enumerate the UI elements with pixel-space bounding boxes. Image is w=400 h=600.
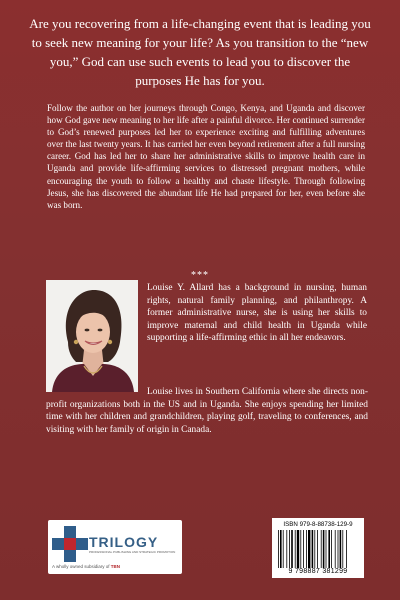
publisher-name: TRILOGY: [89, 534, 159, 550]
book-description: Follow the author on her journeys through Congo, Kenya, and Uganda and discover how God gave new meaning to her life after a painful divorce. Her continued surrender to God’s renewed purposes led her to experience exciting and fulfilling adventures over the last twenty years. It has carried her even beyond retirement after a full nursing career. God has led her to share her administrative skills to improve health care in Uganda and provide life-affirming services to distressed pregnant mothers, while encouraging the youth to follow a healthy and chaste lifestyle. Through following Jesus, she has discovered the abundant life He had prepared for her, even before she was born.: [47, 103, 365, 210]
publisher-subsidiary: [52, 564, 180, 569]
trilogy-cross-icon: [52, 526, 88, 564]
publisher-logo: [48, 520, 182, 574]
publisher-tagline: PROFESSIONAL PUBLISHING AND STRATEGIC PROMOTION: [89, 550, 176, 554]
author-bio-1: Louise Y. Allard has a background in nursing, human rights, natural family planning, and philanthropy. A former administrative nurse, she is using her skills to improve maternal and child health in Uganda while supporting a life-affirming ethic in all her endeavors.: [147, 283, 367, 344]
isbn-barcode: [272, 518, 364, 578]
hook-paragraph: Are you recovering from a life-changing event that is leading you to seek new meaning for your life? As you transition to the “new you,” God can use such events to lead you to discover the purposes He has for you.: [29, 16, 371, 88]
author-photo: [46, 280, 138, 392]
subsidiary-prefix: A wholly owned subsidiary of: [52, 564, 110, 569]
barcode-bars: [276, 530, 360, 568]
isbn-number: ISBN 979-8-88738-129-9: [283, 521, 353, 528]
section-separator: ***: [191, 270, 209, 281]
author-portrait-image: [46, 280, 138, 392]
author-bio-2: Louise lives in Southern California where she directs non-profit organizations both in the US and in Uganda. She enjoys spending her limited time with her children and grandchildren, playing golf, traveling to conferences, and visiting with her family of origin in Canada.: [46, 387, 368, 435]
barcode-digits: 9 798887 381299: [288, 568, 348, 575]
subsidiary-brand: TBN: [110, 564, 121, 569]
